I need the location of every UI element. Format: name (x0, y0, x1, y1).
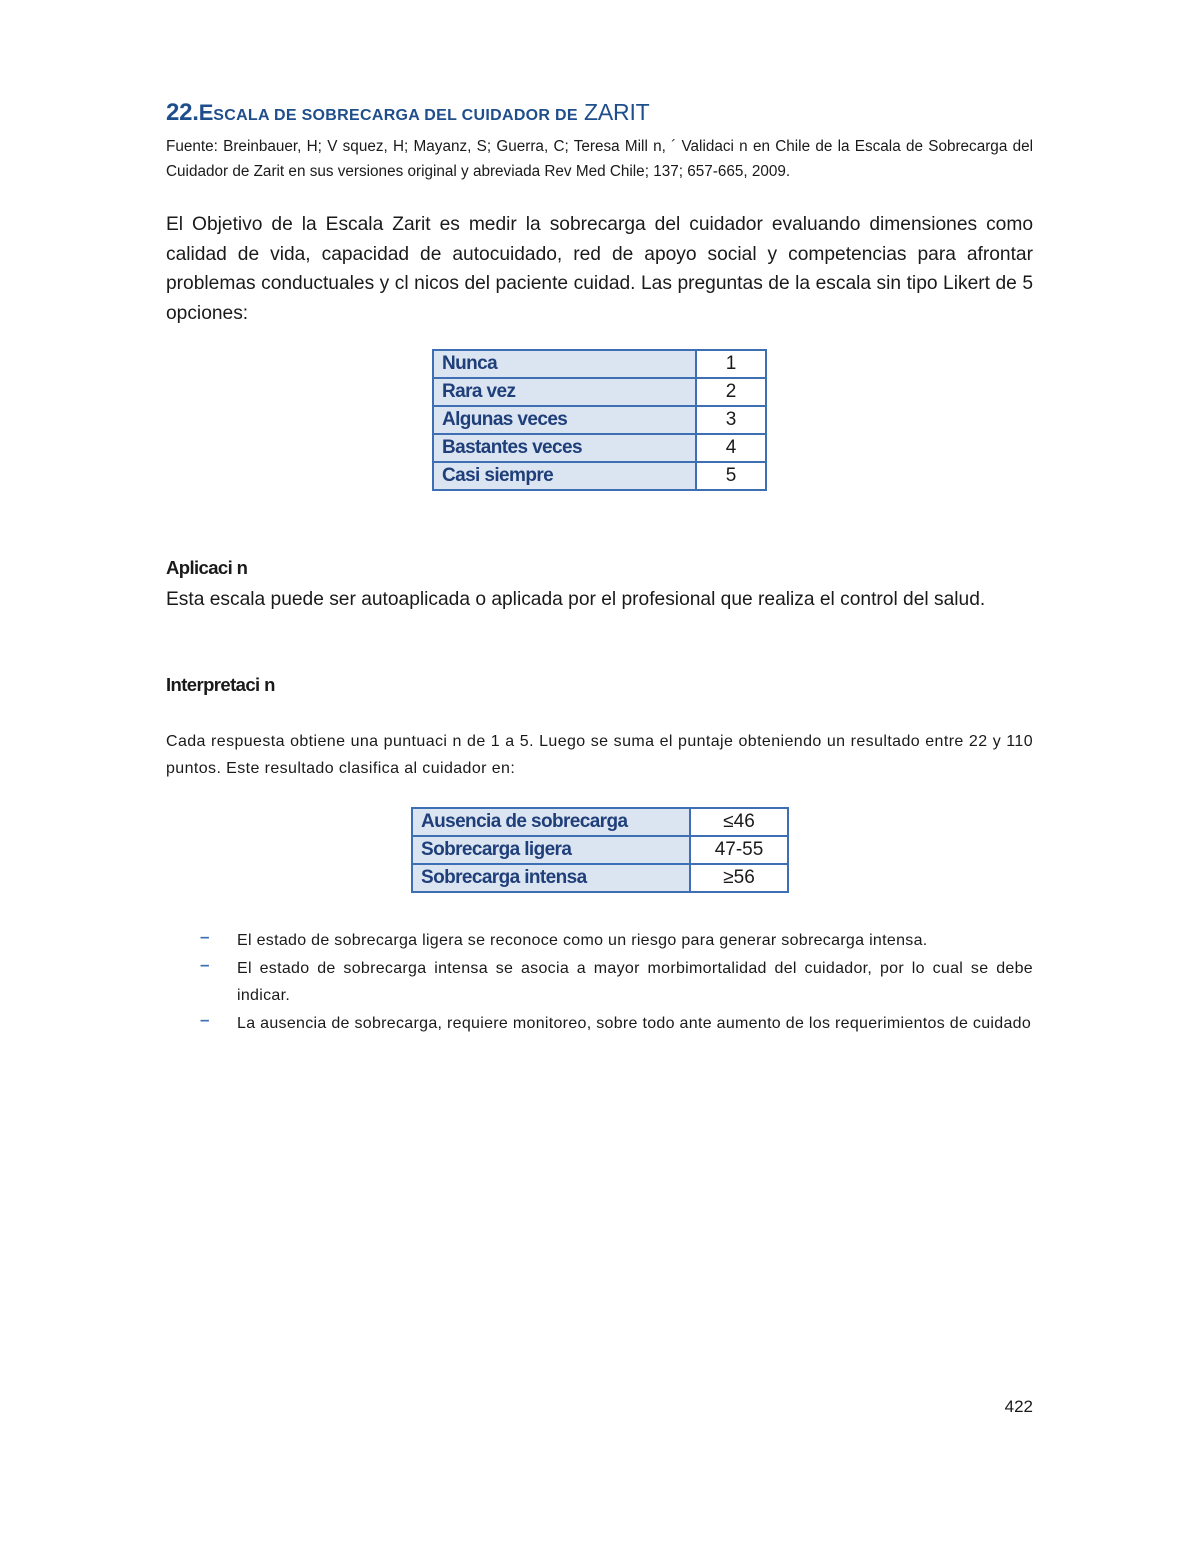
result-value: 47-55 (690, 836, 788, 864)
likert-label: Casi siempre (433, 462, 696, 490)
result-label: Sobrecarga intensa (412, 864, 690, 892)
heading-end: ZARIT (584, 99, 650, 125)
dash-bullet-icon: – (200, 1010, 210, 1029)
heading-number: 22. (166, 99, 199, 126)
page-number: 422 (1004, 1397, 1033, 1416)
list-item-text: El estado de sobrecarga intensa se asocia a mayor morbimortalidad del cuidador, por lo cual se debe indicar. (237, 960, 1033, 1004)
table-row (433, 406, 766, 434)
table-row (433, 462, 766, 490)
table-row (412, 864, 788, 892)
likert-label: Rara vez (433, 378, 696, 406)
document-page (166, 96, 1033, 328)
likert-label: Algunas veces (433, 406, 696, 434)
list-item (200, 1010, 1033, 1037)
table-row (412, 808, 788, 836)
likert-label: Bastantes veces (433, 434, 696, 462)
likert-label: Nunca (433, 350, 696, 378)
list-item (200, 927, 1033, 954)
result-value: ≤46 (690, 808, 788, 836)
source-citation: Fuente: Breinbauer, H; V squez, H; Mayanz, S; Guerra, C; Teresa Mill n, ´ Validaci n en Chile de la Escala de Sobrecarga del Cuidador de Zarit en sus versiones original y abreviada Rev Med Chile; 137; 657-665, 2009. (166, 138, 1033, 180)
table-row (433, 378, 766, 406)
list-item-text: La ausencia de sobrecarga, requiere monitoreo, sobre todo ante aumento de los requerimientos de cuidado (237, 1015, 1032, 1032)
bullet-list (200, 927, 1033, 1038)
interpretacion-title: Interpretaci n (166, 674, 275, 695)
list-item (200, 955, 1033, 1009)
dash-bullet-icon: – (200, 927, 210, 946)
heading-smallcaps: SCALA DE SOBRECARGA DEL CUIDADOR DE (213, 107, 578, 124)
table-row (433, 350, 766, 378)
likert-value: 4 (696, 434, 766, 462)
likert-value: 1 (696, 350, 766, 378)
table-row (412, 836, 788, 864)
likert-value: 5 (696, 462, 766, 490)
list-item-text: El estado de sobrecarga ligera se reconoce como un riesgo para generar sobrecarga intensa. (237, 932, 928, 949)
likert-table (432, 349, 767, 491)
table-row (433, 434, 766, 462)
likert-value: 2 (696, 378, 766, 406)
result-value: ≥56 (690, 864, 788, 892)
likert-value: 3 (696, 406, 766, 434)
section-heading (166, 96, 1033, 132)
result-table (411, 807, 789, 893)
aplicacion-text: Esta escala puede ser autoaplicada o aplicada por el profesional que realiza el control del salud. (166, 589, 986, 610)
heading-first-letter: E (198, 100, 214, 125)
intro-paragraph: El Objetivo de la Escala Zarit es medir la sobrecarga del cuidador evaluando dimensiones como calidad de vida, capacidad de autocuidado, red de apoyo social y competencias para afrontar problemas conductuales y cl nicos del paciente cuidad. Las preguntas de la escala sin tipo Likert de 5 opciones: (166, 214, 1033, 324)
aplicacion-title: Aplicaci n (166, 557, 248, 578)
result-label: Sobrecarga ligera (412, 836, 690, 864)
interpretacion-text: Cada respuesta obtiene una puntuaci n de 1 a 5. Luego se suma el puntaje obteniendo un resultado entre 22 y 110 puntos. Este resultado clasifica al cuidador en: (166, 733, 1033, 777)
result-label: Ausencia de sobrecarga (412, 808, 690, 836)
dash-bullet-icon: – (200, 955, 210, 974)
